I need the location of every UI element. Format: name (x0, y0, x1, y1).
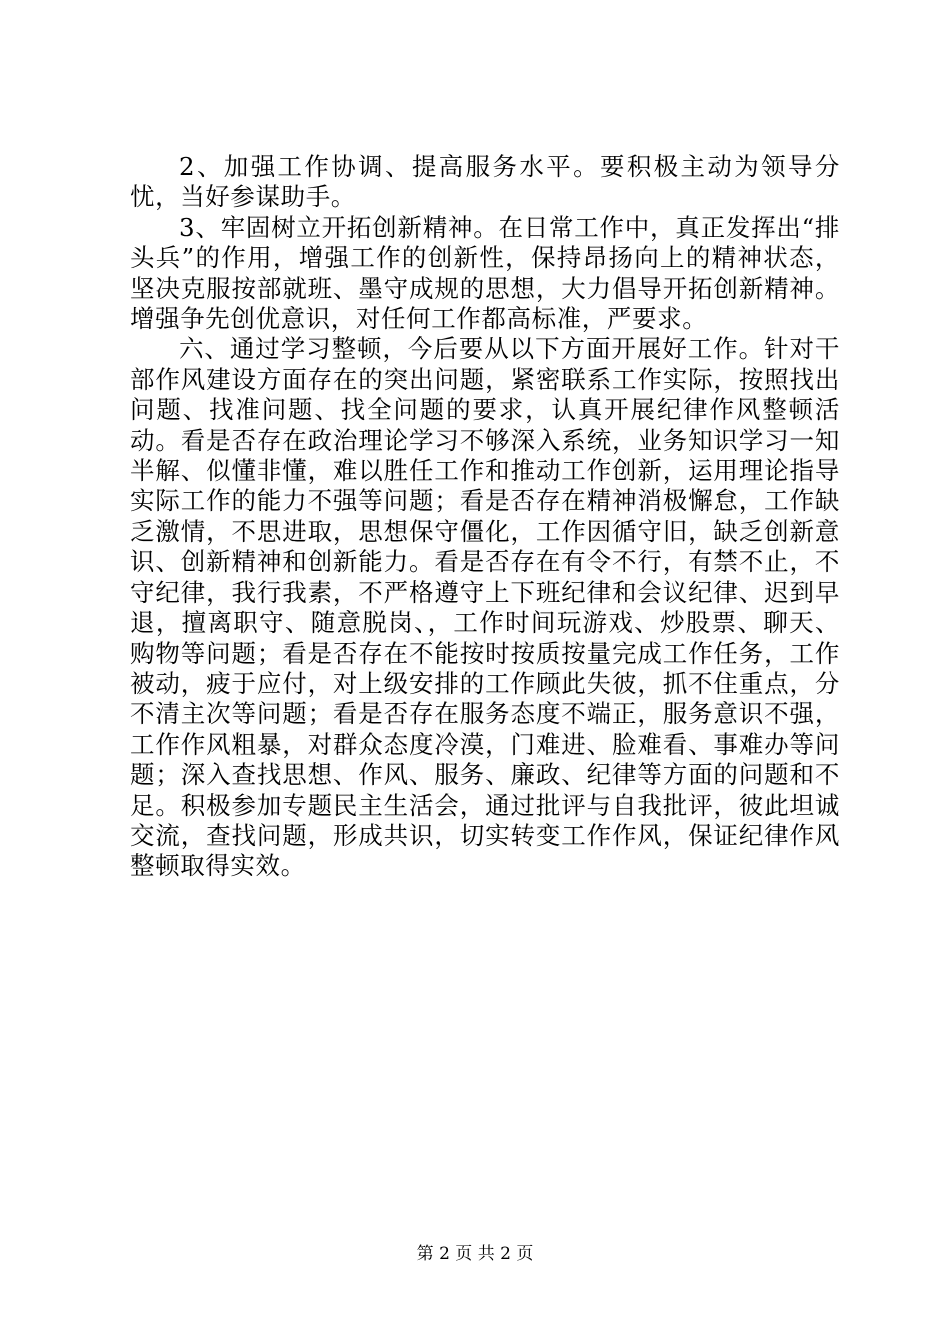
paragraph-3: 3、牢固树立开拓创新精神。在日常工作中，真正发挥出“排头兵”的作用，增强工作的创新性，保持昂扬向上的精神状态，坚决克服按部就班、墨守成规的思想，大力倡导开拓创新精神。增强争先创优意识，对任何工作都高标准，严要求。 (130, 212, 840, 334)
paragraph-6: 六、通过学习整顿，今后要从以下方面开展好工作。针对干部作风建设方面存在的突出问题，紧密联系工作实际，按照找出问题、找准问题、找全问题的要求，认真开展纪律作风整顿活动。看是否存在政治理论学习不够深入系统，业务知识学习一知半解、似懂非懂，难以胜任工作和推动工作创新，运用理论指导实际工作的能力不强等问题；看是否存在精神消极懈怠，工作缺乏激情，不思进取，思想保守僵化，工作因循守旧，缺乏创新意识、创新精神和创新能力。看是否存在有令不行，有禁不止，不守纪律，我行我素，不严格遵守上下班纪律和会议纪律、迟到早退，擅离职守、随意脱岗、，工作时间玩游戏、炒股票、聊天、购物等问题；看是否存在不能按时按质按量完成工作任务，工作被动，疲于应付，对上级安排的工作顾此失彼，抓不住重点，分不清主次等问题；看是否存在服务态度不端正，服务意识不强，工作作风粗暴，对群众态度冷漠，门难进、脸难看、事难办等问题；深入查找思想、作风、服务、廉政、纪律等方面的问题和不足。积极参加专题民主生活会，通过批评与自我批评，彼此坦诚交流，查找问题，形成共识，切实转变工作作风，保证纪律作风整顿取得实效。 (130, 334, 840, 881)
page-footer: 第 2 页 共 2 页 (416, 1244, 534, 1264)
paragraph-2: 2、加强工作协调、提高服务水平。要积极主动为领导分忧，当好参谋助手。 (130, 152, 840, 212)
document-body (130, 152, 840, 882)
